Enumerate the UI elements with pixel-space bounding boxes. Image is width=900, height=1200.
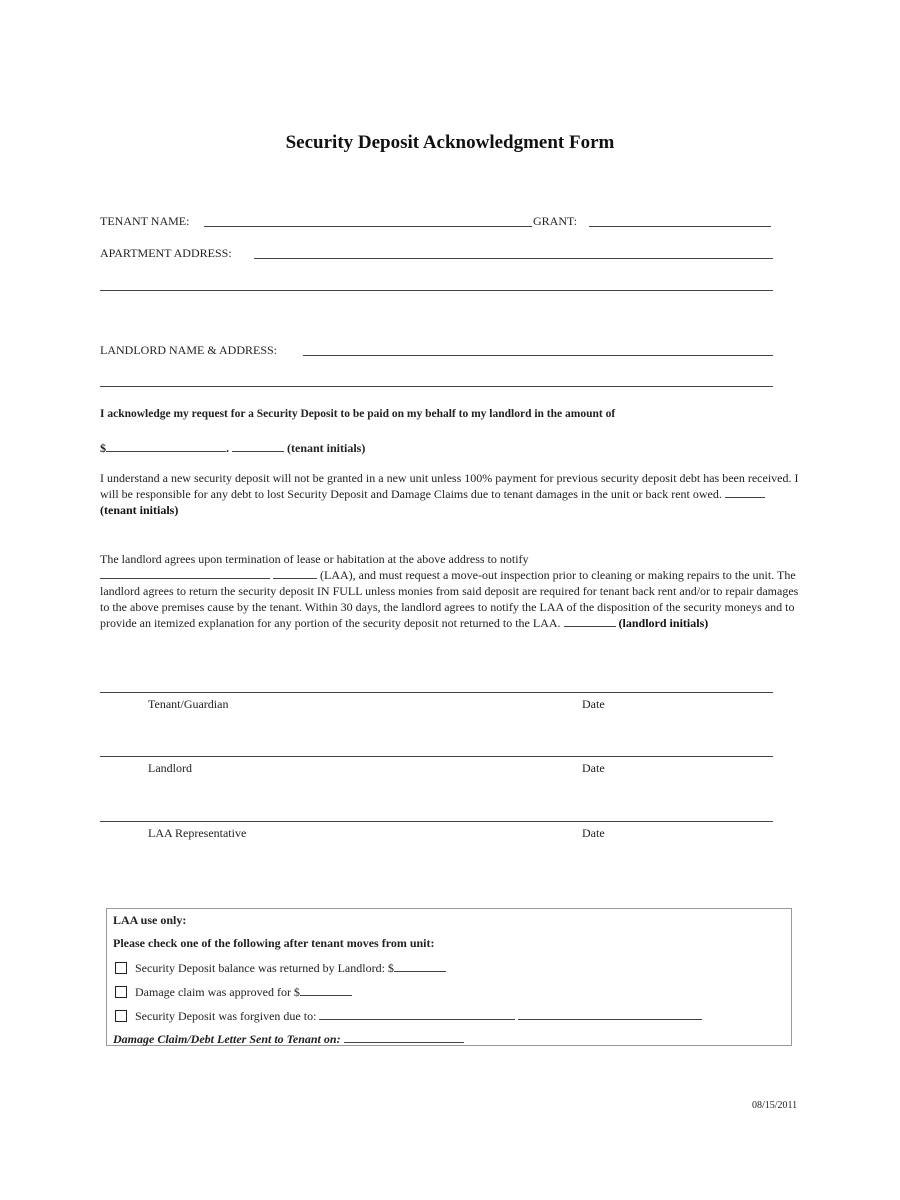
checkbox-returned[interactable]	[115, 962, 127, 974]
page-title: Security Deposit Acknowledgment Form	[285, 132, 615, 153]
understand-paragraph	[100, 470, 800, 518]
tenant-initials-field-1[interactable]	[232, 440, 284, 452]
laa-representative-label: LAA Representative	[148, 826, 247, 840]
laa-heading: LAA use only:	[113, 913, 187, 927]
footer-date: 08/15/2011	[752, 1100, 798, 1111]
forgiven-reason-field-2[interactable]	[518, 1008, 702, 1020]
laa-use-only-box	[106, 908, 792, 1046]
option-returned-label: Security Deposit balance was returned by Landlord: $	[135, 961, 394, 975]
returned-amount-field[interactable]	[394, 960, 446, 972]
tenant-signature-line[interactable]	[100, 692, 773, 693]
laa-name-field-2[interactable]	[273, 567, 317, 579]
landlord-initials-label: (landlord initials)	[618, 616, 709, 630]
landlord-label: Landlord	[148, 761, 192, 775]
landlord-address-field[interactable]	[303, 355, 773, 356]
dollar-sign: $	[100, 441, 106, 455]
landlord-name-address-label: LANDLORD NAME & ADDRESS:	[100, 343, 278, 357]
apartment-address-field[interactable]	[254, 258, 773, 259]
damage-amount-field[interactable]	[300, 984, 352, 996]
tenant-initials-label-1: (tenant initials)	[287, 441, 366, 455]
checkbox-damage-claim[interactable]	[115, 986, 127, 998]
landlord-date-label: Date	[582, 761, 605, 775]
understand-text: I understand a new security deposit will not be granted in a new unit unless 100% payment for previous security deposit debt has been received. I will be responsible for any debt to lost Security Deposit and Damage Claims due to tenant damages in the unit or back rent owed.	[100, 471, 799, 501]
dot: .	[226, 441, 229, 455]
acknowledge-statement: I acknowledge my request for a Security Deposit to be paid on my behalf to my landlord in the amount of	[100, 408, 616, 420]
tenant-name-label: TENANT NAME:	[100, 214, 190, 228]
tenant-guardian-label: Tenant/Guardian	[148, 697, 229, 711]
letter-sent-date-field[interactable]	[344, 1031, 464, 1043]
tenant-date-label: Date	[582, 697, 605, 711]
grant-field[interactable]	[589, 226, 771, 227]
laa-date-label: Date	[582, 826, 605, 840]
checkbox-forgiven[interactable]	[115, 1010, 127, 1022]
tenant-initials-label-2: (tenant initials)	[100, 503, 179, 517]
option-damage-claim	[115, 984, 352, 1000]
deposit-amount-field[interactable]	[106, 440, 226, 452]
laa-instruction: Please check one of the following after tenant moves from unit:	[113, 936, 435, 950]
tenant-initials-field-2[interactable]	[725, 486, 765, 498]
letter-sent	[113, 1031, 464, 1047]
option-damage-claim-label: Damage claim was approved for $	[135, 985, 300, 999]
option-forgiven	[115, 1008, 702, 1024]
landlord-initials-field[interactable]	[564, 615, 616, 627]
apartment-address-label: APARTMENT ADDRESS:	[100, 246, 232, 260]
option-forgiven-label: Security Deposit was forgiven due to:	[135, 1009, 317, 1023]
landlord-agrees-paragraph	[100, 551, 800, 631]
landlord-signature-line[interactable]	[100, 756, 773, 757]
grant-label: GRANT:	[533, 214, 578, 228]
laa-name-field[interactable]	[100, 567, 270, 579]
tenant-name-field[interactable]	[204, 226, 532, 227]
forgiven-reason-field[interactable]	[319, 1008, 515, 1020]
option-returned	[115, 960, 446, 976]
apartment-address-field-2[interactable]	[100, 290, 773, 291]
landlord-agrees-text: (LAA), and must request a move-out inspection prior to cleaning or making repairs to the unit. The landlord agrees to return the security deposit IN FULL unless monies from said deposit are required for tenant back rent and/or to repair damages to the above premises cause by the tenant. Within 30 days, the landlord agrees to notify the LAA of the disposition of the security moneys and to provide an itemized explanation for any portion of the security deposit not returned to the LAA.	[100, 568, 799, 630]
landlord-agrees-line1: The landlord agrees upon termination of lease or habitation at the above address to notify	[100, 552, 529, 566]
laa-signature-line[interactable]	[100, 821, 773, 822]
letter-sent-label: Damage Claim/Debt Letter Sent to Tenant on:	[113, 1032, 341, 1046]
landlord-address-field-2[interactable]	[100, 386, 773, 387]
